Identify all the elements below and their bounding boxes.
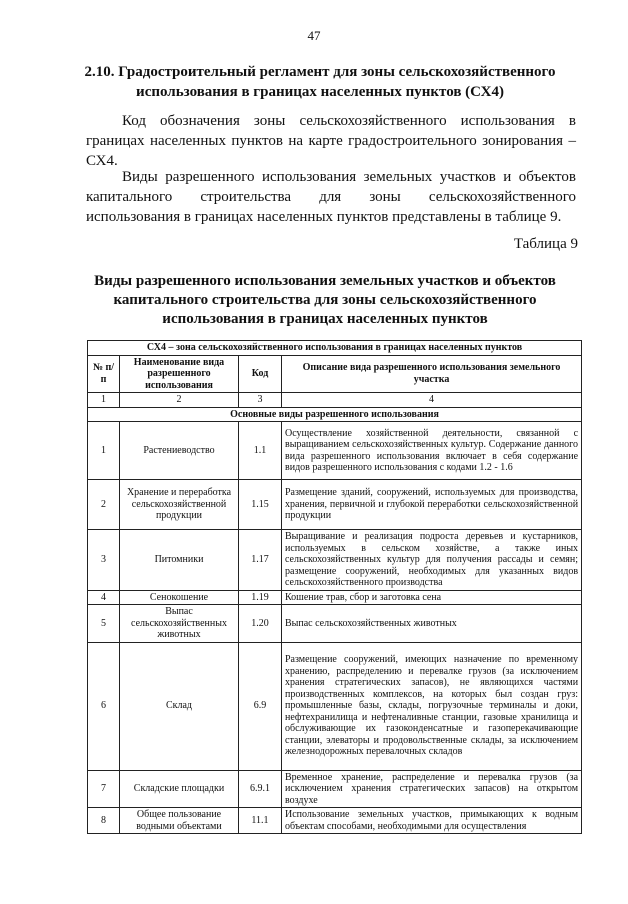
zone-header-row <box>88 341 582 356</box>
table-row <box>88 605 582 643</box>
paragraph-usage-types: Виды разрешенного использования земельных участков и объектов капитального строительства для зоны сельскохозяйственного использования в границах населенных пунктов представлены в таблице 9. <box>86 169 576 225</box>
col-number: 3 <box>239 393 282 408</box>
zone-header: СХ4 – зона сельскохозяйственного использования в границах населенных пунктов <box>88 341 582 356</box>
row-num: 6 <box>88 642 120 770</box>
col-header-name: Наименование вида разрешенного использования <box>120 355 239 393</box>
row-name: Выпас сельскохозяйственных животных <box>120 605 239 643</box>
column-header-row <box>88 355 582 393</box>
row-name: Складские площадки <box>120 770 239 808</box>
row-desc: Осуществление хозяйственной деятельности, связанной с выращиванием сельскохозяйственных культур. Содержание данного вида разрешенного использования включает в себя содержание видов разрешенного использования с кодами 1.2 - 1.6 <box>282 422 582 480</box>
row-num: 2 <box>88 480 120 530</box>
col-header-num: № п/п <box>88 355 120 393</box>
row-name: Питомники <box>120 530 239 591</box>
row-num: 3 <box>88 530 120 591</box>
usage-table <box>87 340 582 834</box>
row-code: 1.19 <box>239 590 282 605</box>
section-heading: 2.10. Градостроительный регламент для зоны сельскохозяйственного использования в границах населенных пунктов (СХ4) <box>84 64 556 100</box>
page-number: 47 <box>307 28 321 43</box>
row-desc: Размещение зданий, сооружений, используемых для производства, хранения, первичной и глубокой переработки сельскохозяйственной продукции <box>282 480 582 530</box>
row-name: Склад <box>120 642 239 770</box>
col-number: 2 <box>120 393 239 408</box>
row-name: Растениеводство <box>120 422 239 480</box>
row-code: 1.1 <box>239 422 282 480</box>
paragraph-zone-code: Код обозначения зоны сельскохозяйственного использования в границах населенных пунктов на карте градостроительного зонирования – СХ4. <box>86 113 576 169</box>
row-code: 1.15 <box>239 480 282 530</box>
column-number-row <box>88 393 582 408</box>
row-code: 1.20 <box>239 605 282 643</box>
row-desc: Использование земельных участков, примыкающих к водным объектам способами, необходимыми для осуществления <box>282 808 582 834</box>
col-number: 1 <box>88 393 120 408</box>
col-number: 4 <box>282 393 582 408</box>
row-code: 11.1 <box>239 808 282 834</box>
row-desc: Размещение сооружений, имеющих назначение по временному хранению, распределению и перевалке грузов (за исключением хранения стратегических запасов), не являющихся частями производственных комплексов, на которых был создан груз: промышленные базы, склады, погрузочные терминалы и доки, нефтехранилища и нефтеналивные станции, газовые хранилища и обслуживающие их газоконденсатные и газоперекачивающие станции, элеваторы и продовольственные склады, за исключением железнодорожных перевалочных складов <box>282 642 582 770</box>
table-row <box>88 530 582 591</box>
group-header-row <box>88 407 582 422</box>
row-desc: Кошение трав, сбор и заготовка сена <box>282 590 582 605</box>
row-name: Хранение и переработка сельскохозяйственной продукции <box>120 480 239 530</box>
table-title: Виды разрешенного использования земельных участков и объектов капитального строительства для зоны сельскохозяйственного использования в границах населенных пунктов <box>94 273 556 327</box>
row-name: Сенокошение <box>120 590 239 605</box>
row-num: 4 <box>88 590 120 605</box>
table-row <box>88 590 582 605</box>
table-row <box>88 770 582 808</box>
col-header-desc: Описание вида разрешенного использования земельного участка <box>282 355 582 393</box>
row-desc: Выпас сельскохозяйственных животных <box>282 605 582 643</box>
row-num: 5 <box>88 605 120 643</box>
table-row <box>88 422 582 480</box>
table-row <box>88 642 582 770</box>
row-num: 7 <box>88 770 120 808</box>
row-code: 6.9.1 <box>239 770 282 808</box>
row-code: 1.17 <box>239 530 282 591</box>
col-header-code: Код <box>239 355 282 393</box>
table-row <box>88 480 582 530</box>
row-desc: Временное хранение, распределение и перевалка грузов (за исключением хранения стратегических запасов) на открытом воздухе <box>282 770 582 808</box>
table-label: Таблица 9 <box>513 236 578 252</box>
row-num: 8 <box>88 808 120 834</box>
row-num: 1 <box>88 422 120 480</box>
row-desc: Выращивание и реализация подроста деревьев и кустарников, используемых в сельском хозяйстве, а также иных сельскохозяйственных культур для получения рассады и семян; размещение сооружений, необходимых для указанных видов сельскохозяйственного производства <box>282 530 582 591</box>
row-code: 6.9 <box>239 642 282 770</box>
row-name: Общее пользование водными объектами <box>120 808 239 834</box>
group-header: Основные виды разрешенного использования <box>88 407 582 422</box>
table-row <box>88 808 582 834</box>
